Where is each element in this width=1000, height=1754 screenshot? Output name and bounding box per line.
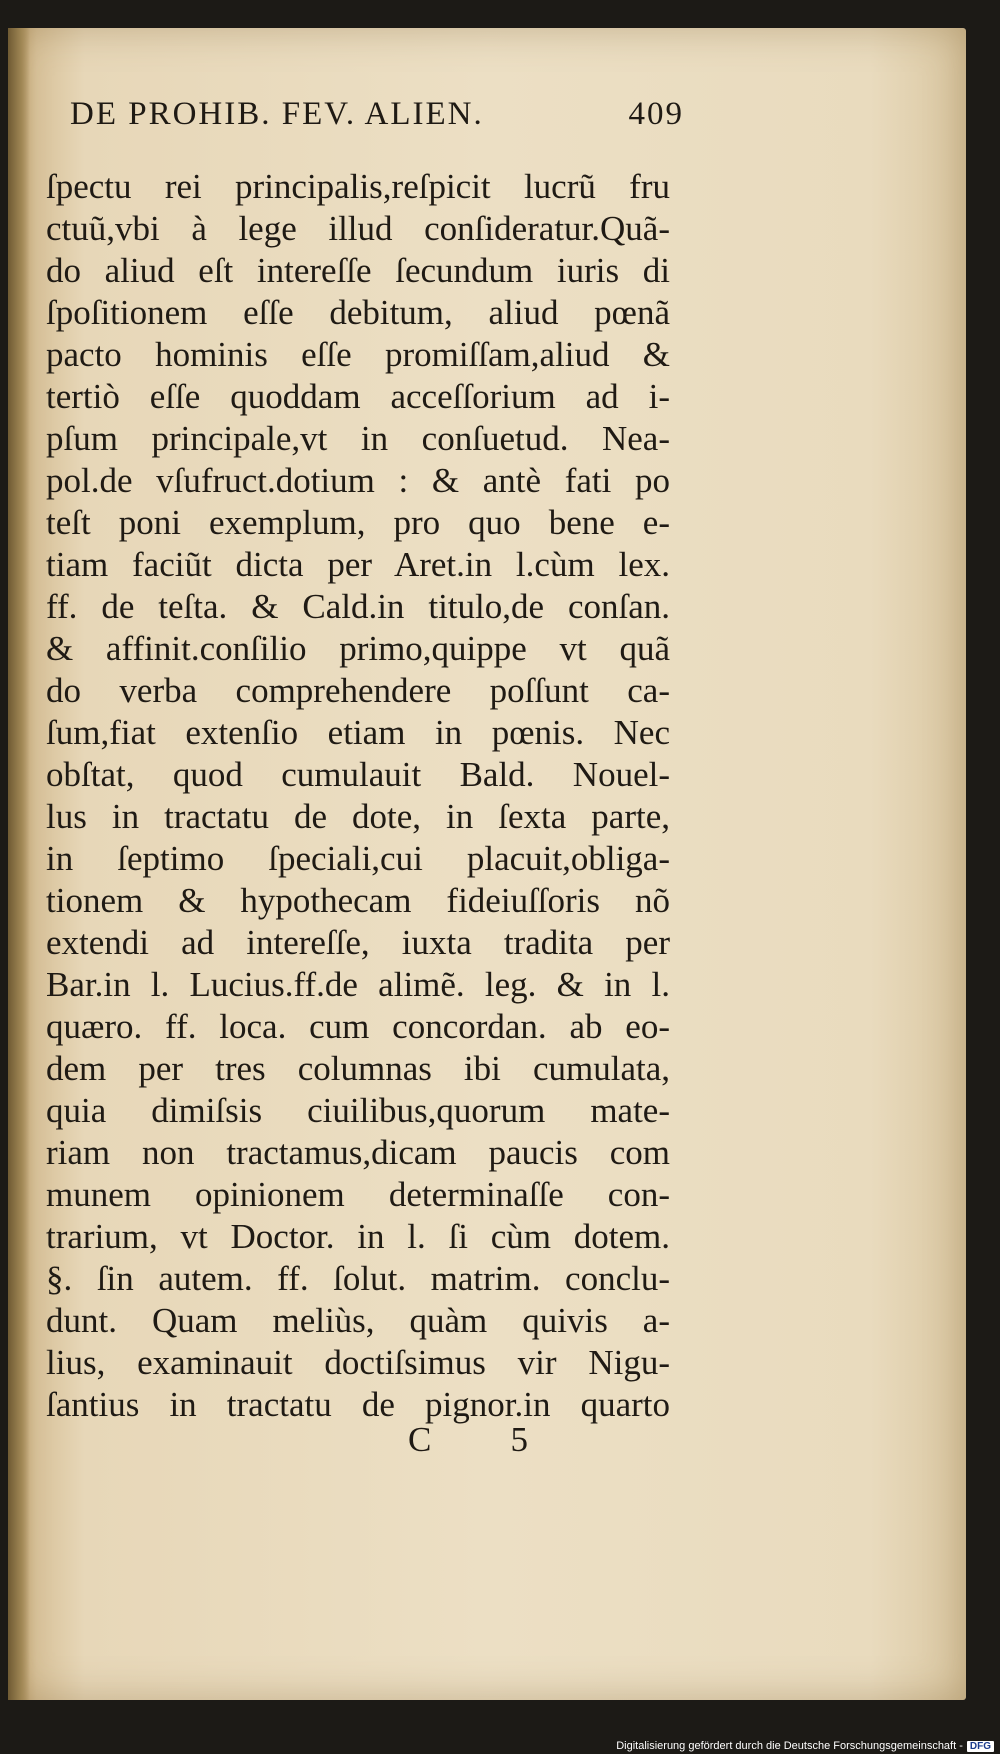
running-header <box>70 96 684 133</box>
text-line: quæro. ff. loca. cum concordan. ab eo- <box>46 1007 670 1046</box>
text-line: obſtat, quod cumulauit Bald. Nouel- <box>46 755 670 794</box>
signature-mark <box>408 1420 528 1460</box>
text-line: ſantius in tractatu de pignor.in quarto <box>46 1385 670 1424</box>
book-page <box>8 28 966 1700</box>
credit-text: Digitalisierung gefördert durch die Deutsche Forschungsgemeinschaft - <box>616 1740 963 1752</box>
text-line: ff. de teſta. & Cald.in titulo,de conſan. <box>46 587 670 626</box>
text-line: do aliud eſt intereſſe ſecundum iuris di <box>46 251 670 290</box>
text-line: trarium, vt Doctor. in l. ſi cùm dotem. <box>46 1217 670 1256</box>
page-number: 409 <box>628 96 684 132</box>
text-line: ſpectu rei principalis,reſpicit lucrũ fru <box>46 167 670 206</box>
text-line: pſum principale,vt in conſuetud. Nea- <box>46 419 670 458</box>
text-line: do verba comprehendere poſſunt ca- <box>46 671 670 710</box>
text-line: pacto hominis eſſe promiſſam,aliud & <box>46 335 670 374</box>
body-text <box>46 166 670 1426</box>
digitization-credit <box>616 1740 994 1752</box>
text-line: tertiò eſſe quoddam acceſſorium ad i- <box>46 377 670 416</box>
text-line: quia dimiſsis ciuilibus,quorum mate- <box>46 1091 670 1130</box>
text-line: riam non tractamus,dicam paucis com <box>46 1133 670 1172</box>
text-line: extendi ad intereſſe, iuxta tradita per <box>46 923 670 962</box>
dfg-logo: DFG <box>967 1741 994 1752</box>
text-line: Bar.in l. Lucius.ff.de alimẽ. leg. & in l. <box>46 965 670 1004</box>
text-line: dem per tres columnas ibi cumulata, <box>46 1049 670 1088</box>
text-line: lus in tractatu de dote, in ſexta parte, <box>46 797 670 836</box>
text-line: munem opinionem determinaſſe con- <box>46 1175 670 1214</box>
text-line: in ſeptimo ſpeciali,cui placuit,obliga- <box>46 839 670 878</box>
text-line: tionem & hypothecam fideiuſſoris nõ <box>46 881 670 920</box>
signature-number: 5 <box>510 1420 528 1459</box>
text-line: §. ſin autem. ff. ſolut. matrim. conclu- <box>46 1259 670 1298</box>
page-gutter-shadow <box>8 28 30 1700</box>
text-line: ſum,fiat extenſio etiam in pœnis. Nec <box>46 713 670 752</box>
text-line: ſpoſitionem eſſe debitum, aliud pœnã <box>46 293 670 332</box>
text-line: lius, examinauit doctiſsimus vir Nigu- <box>46 1343 670 1382</box>
text-line: tiam faciũt dicta per Aret.in l.cùm lex. <box>46 545 670 584</box>
text-line: teſt poni exemplum, pro quo bene e- <box>46 503 670 542</box>
text-line: pol.de vſufruct.dotium : & antè fati po <box>46 461 670 500</box>
text-line: dunt. Quam meliùs, quàm quivis a- <box>46 1301 670 1340</box>
text-line: ctuũ,vbi à lege illud conſideratur.Quã- <box>46 209 670 248</box>
signature-letter: C <box>408 1420 432 1459</box>
running-title: DE PROHIB. FEV. ALIEN. <box>70 96 484 132</box>
text-line: & affinit.conſilio primo,quippe vt quã <box>46 629 670 668</box>
